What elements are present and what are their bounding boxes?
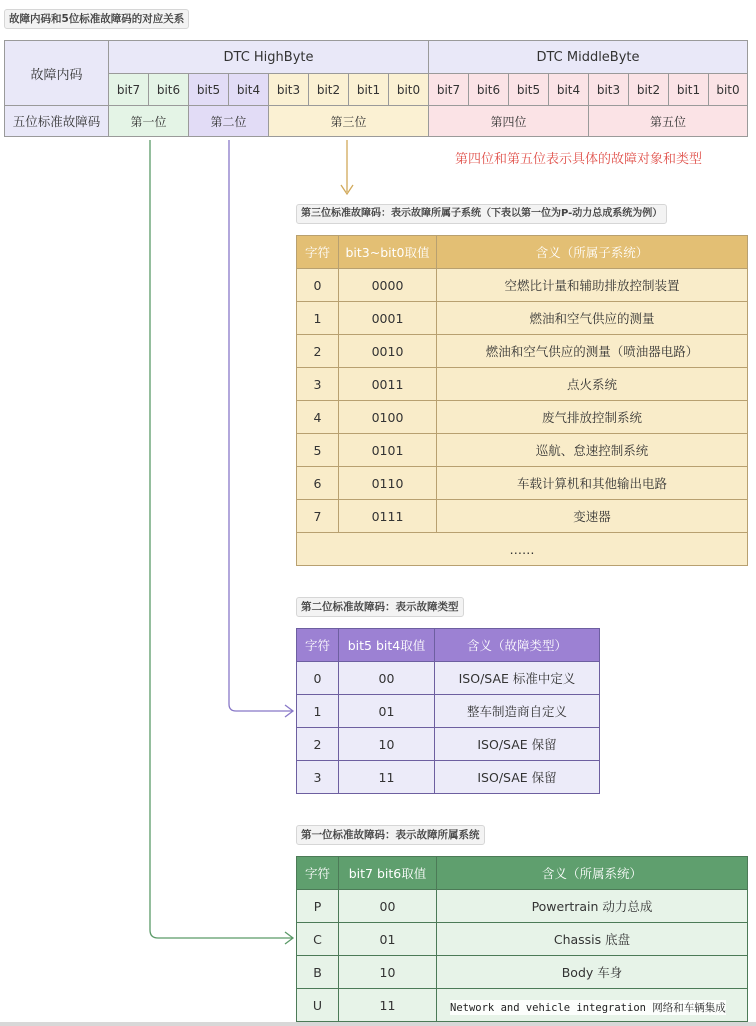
- cell-bits: 01: [339, 923, 437, 956]
- cell-bits: 00: [339, 890, 437, 923]
- second-position-arrow: [229, 140, 292, 711]
- cell-char: 1: [297, 695, 339, 728]
- table-row: [297, 662, 600, 695]
- header-meaning: 含义（所属系统）: [437, 857, 748, 890]
- cell-meaning: Chassis 底盘: [437, 923, 748, 956]
- header-char: 字符: [297, 629, 339, 662]
- cell-char: 0: [297, 662, 339, 695]
- table-row: [297, 302, 748, 335]
- middle-bit-cell: bit6: [468, 73, 509, 106]
- cell-bits: 0100: [339, 401, 437, 434]
- header-char: 字符: [297, 236, 339, 269]
- cell-bits: 0000: [339, 269, 437, 302]
- high-bit-cell: bit5: [188, 73, 229, 106]
- high-bit-cell: bit7: [108, 73, 149, 106]
- watermark-text: Network and vehicle integration 网络和车辆集成: [450, 1002, 726, 1014]
- cell-char: P: [297, 890, 339, 923]
- middle-bit-cell: bit7: [428, 73, 469, 106]
- header-bits: bit3~bit0取值: [339, 236, 437, 269]
- cell-meaning: ISO/SAE 保留: [435, 761, 600, 794]
- table-row: [297, 269, 748, 302]
- table-row: [297, 890, 748, 923]
- mapping-title-tag: 故障内码和5位标准故障码的对应关系: [4, 9, 189, 29]
- high-bit-cell: bit0: [388, 73, 429, 106]
- second-table-tag: 第二位标准故障码：表示故障类型: [296, 597, 464, 617]
- table-row: [297, 401, 748, 434]
- table-row: [297, 956, 748, 989]
- cell-meaning: 燃油和空气供应的测量（喷油器电路）: [437, 335, 748, 368]
- cell-bits: 00: [339, 662, 435, 695]
- cell-meaning: 燃油和空气供应的测量: [437, 302, 748, 335]
- cell-char: C: [297, 923, 339, 956]
- cell-bits: 0111: [339, 500, 437, 533]
- cell-meaning: 整车制造商自定义: [435, 695, 600, 728]
- cell-bits: 11: [339, 989, 437, 1022]
- table-row: [297, 434, 748, 467]
- middle-bit-cell: bit4: [548, 73, 589, 106]
- third-position-table: [296, 235, 748, 566]
- middle-bit-cell: bit1: [668, 73, 709, 106]
- cell-char: 3: [297, 368, 339, 401]
- middle-bit-cell: bit5: [508, 73, 549, 106]
- middle-bit-cell: bit2: [628, 73, 669, 106]
- cell-bits: 01: [339, 695, 435, 728]
- first-table-tag: 第一位标准故障码：表示故障所属系统: [296, 825, 485, 845]
- high-bit-cell: bit6: [148, 73, 189, 106]
- ellipsis: ……: [297, 533, 748, 566]
- cell-bits: 0011: [339, 368, 437, 401]
- cell-char: 6: [297, 467, 339, 500]
- cell-char: B: [297, 956, 339, 989]
- cell-char: 0: [297, 269, 339, 302]
- cell-meaning: 巡航、怠速控制系统: [437, 434, 748, 467]
- cell-char: 7: [297, 500, 339, 533]
- high-byte-header: DTC HighByte: [108, 40, 429, 74]
- table-header-row: [297, 857, 748, 890]
- table-ellipsis-row: [297, 533, 748, 566]
- high-bit-cell: bit4: [228, 73, 269, 106]
- header-meaning: 含义（故障类型）: [435, 629, 600, 662]
- third-table-tag: 第三位标准故障码：表示故障所属子系统（下表以第一位为P-动力总成系统为例）: [296, 204, 667, 224]
- cell-meaning: 空燃比计量和辅助排放控制装置: [437, 269, 748, 302]
- header-bits: bit5 bit4取值: [339, 629, 435, 662]
- position-second: 第二位: [188, 105, 269, 137]
- table-row: [297, 728, 600, 761]
- position-fourth: 第四位: [428, 105, 589, 137]
- cell-meaning: 废气排放控制系统: [437, 401, 748, 434]
- cell-bits: 0110: [339, 467, 437, 500]
- first-position-arrow: [150, 140, 292, 938]
- table-row: [297, 335, 748, 368]
- header-meaning: 含义（所属子系统）: [437, 236, 748, 269]
- cell-meaning: Body 车身: [437, 956, 748, 989]
- cell-char: 4: [297, 401, 339, 434]
- cell-char: 2: [297, 728, 339, 761]
- cell-char: 3: [297, 761, 339, 794]
- bottom-divider: [0, 1022, 756, 1026]
- cell-bits: 0010: [339, 335, 437, 368]
- cell-bits: 0101: [339, 434, 437, 467]
- cell-meaning: 车载计算机和其他输出电路: [437, 467, 748, 500]
- middle-bit-cell: bit0: [708, 73, 748, 106]
- position-first: 第一位: [108, 105, 189, 137]
- cell-bits: 0001: [339, 302, 437, 335]
- fourth-fifth-note: 第四位和第五位表示具体的故障对象和类型: [455, 152, 703, 167]
- position-fifth: 第五位: [588, 105, 748, 137]
- cell-meaning: ISO/SAE 标准中定义: [435, 662, 600, 695]
- cell-bits: 10: [339, 956, 437, 989]
- high-bit-cell: bit3: [268, 73, 309, 106]
- table-header-row: [297, 236, 748, 269]
- cell-meaning: Powertrain 动力总成: [437, 890, 748, 923]
- header-bits: bit7 bit6取值: [339, 857, 437, 890]
- cell-char: 1: [297, 302, 339, 335]
- cell-char: U: [297, 989, 339, 1022]
- internal-code-label: 故障内码: [4, 40, 109, 106]
- high-bit-cell: bit1: [348, 73, 389, 106]
- standard-code-label: 五位标准故障码: [4, 105, 109, 137]
- table-row: [297, 923, 748, 956]
- cell-meaning: ISO/SAE 保留: [435, 728, 600, 761]
- table-row: [297, 500, 748, 533]
- header-char: 字符: [297, 857, 339, 890]
- table-row: [297, 368, 748, 401]
- cell-char: 5: [297, 434, 339, 467]
- table-row: [297, 695, 600, 728]
- cell-meaning: 点火系统: [437, 368, 748, 401]
- position-third: 第三位: [268, 105, 429, 137]
- table-row: [297, 761, 600, 794]
- second-position-table: [296, 628, 600, 794]
- cell-char: 2: [297, 335, 339, 368]
- table-row: [297, 467, 748, 500]
- cell-bits: 10: [339, 728, 435, 761]
- table-header-row: [297, 629, 600, 662]
- middle-bit-cell: bit3: [588, 73, 629, 106]
- first-position-table: [296, 856, 748, 1022]
- cell-meaning: 变速器: [437, 500, 748, 533]
- cell-bits: 11: [339, 761, 435, 794]
- middle-byte-header: DTC MiddleByte: [428, 40, 748, 74]
- high-bit-cell: bit2: [308, 73, 349, 106]
